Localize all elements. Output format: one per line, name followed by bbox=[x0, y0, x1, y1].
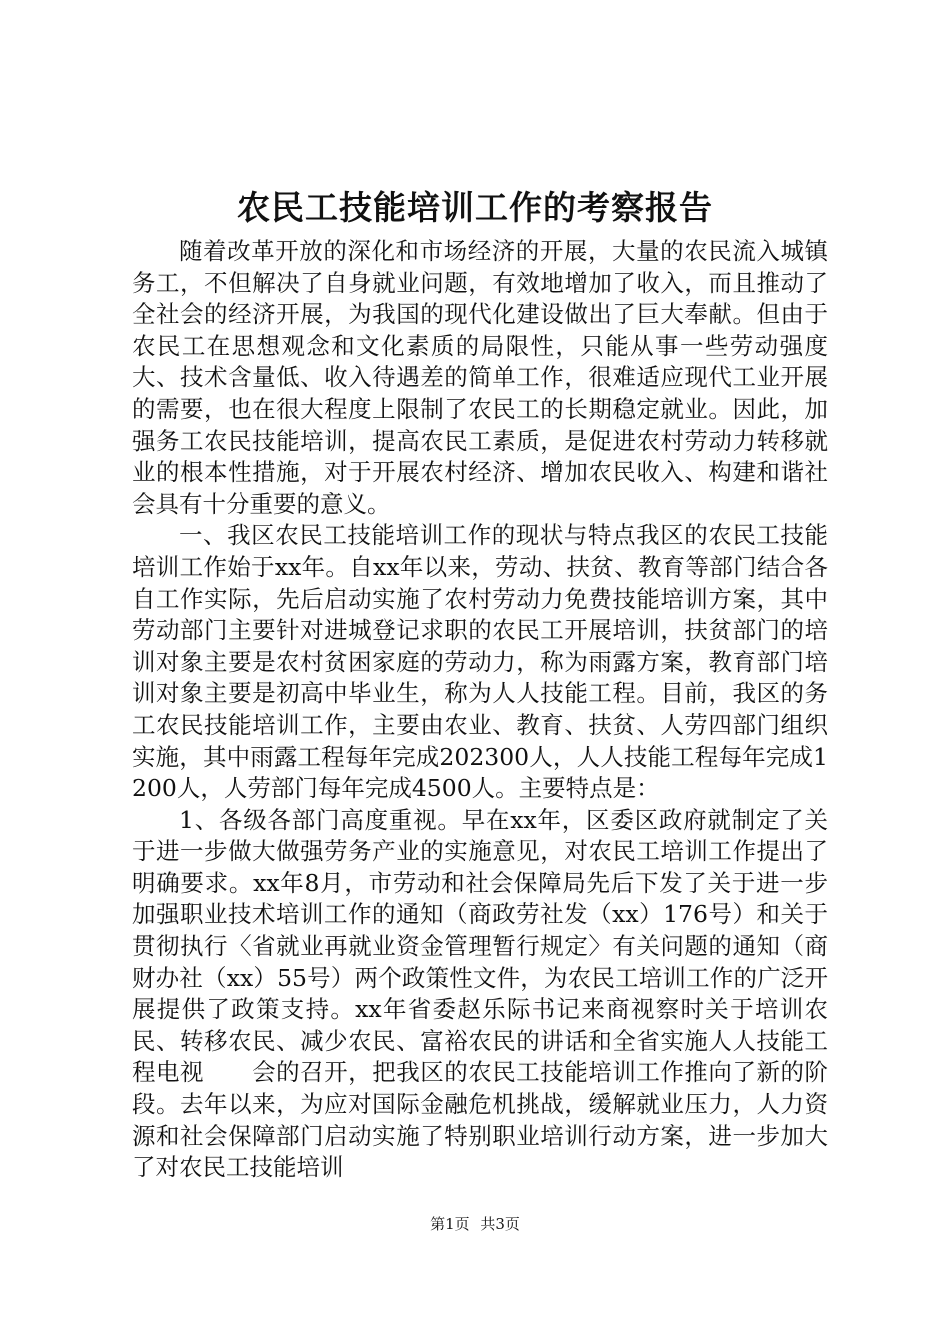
page-total: 共3页 bbox=[480, 1215, 520, 1233]
paragraph-section-one: 一、我区农民工技能培训工作的现状与特点我区的农民工技能培训工作始于xx年。自xx年以来，劳动、扶贫、教育等部门结合各自工作实际，先后启动实施了农村劳动力免费技能培训方案，其中劳动部门主要针对进城登记求职的农民工开展培训，扶贫部门的培训对象主要是农村贫困家庭的劳动力，称为雨露方案，教育部门培训对象主要是初高中毕业生，称为人人技能工程。目前，我区的务工农民技能培训工作，主要由农业、教育、扶贫、人劳四部门组织实施，其中雨露工程每年完成202300人，人人技能工程每年完成1200人，人劳部门每年完成4500人。主要特点是： bbox=[132, 521, 828, 803]
document-body bbox=[132, 236, 828, 1184]
paragraph-intro: 随着改革开放的深化和市场经济的开展，大量的农民流入城镇务工，不但解决了自身就业问题，有效地增加了收入，而且推动了全社会的经济开展，为我国的现代化建设做出了巨大奉献。但由于农民工在思想观念和文化素质的局限性，只能从事一些劳动强度大、技术含量低、收入待遇差的简单工作，很难适应现代工业开展的需要，也在很大程度上限制了农民工的长期稳定就业。因此，加强务工农民技能培训，提高农民工素质，是促进农村劳动力转移就业的根本性措施，对于开展农村经济、增加农民收入、构建和谐社会具有十分重要的意义。 bbox=[132, 237, 828, 518]
paragraph-point-one: 1、各级各部门高度重视。早在xx年，区委区政府就制定了关于进一步做大做强劳务产业的实施意见，对农民工培训工作提出了明确要求。xx年8月，市劳动和社会保障局先后下发了关于进一步加强职业技术培训工作的通知（商政劳社发（xx）176号）和关于贯彻执行〈省就业再就业资金管理暂行规定〉有关问题的通知（商财办社（xx）55号）两个政策性文件，为农民工培训工作的广泛开展提供了政策支持。xx年省委赵乐际书记来商视察时关于培训农民、转移农民、减少农民、富裕农民的讲话和全省实施人人技能工程电视 会的召开，把我区的农民工技能培训工作推向了新的阶段。去年以来，为应对国际金融危机挑战，缓解就业压力，人力资源和社会保障部门启动实施了特别职业培训行动方案，进一步加大了对农民工技能培训 bbox=[132, 805, 828, 1182]
document-title: 农民工技能培训工作的考察报告 bbox=[237, 188, 713, 227]
page-footer bbox=[0, 1213, 950, 1235]
page-number: 第1页 bbox=[430, 1215, 470, 1233]
